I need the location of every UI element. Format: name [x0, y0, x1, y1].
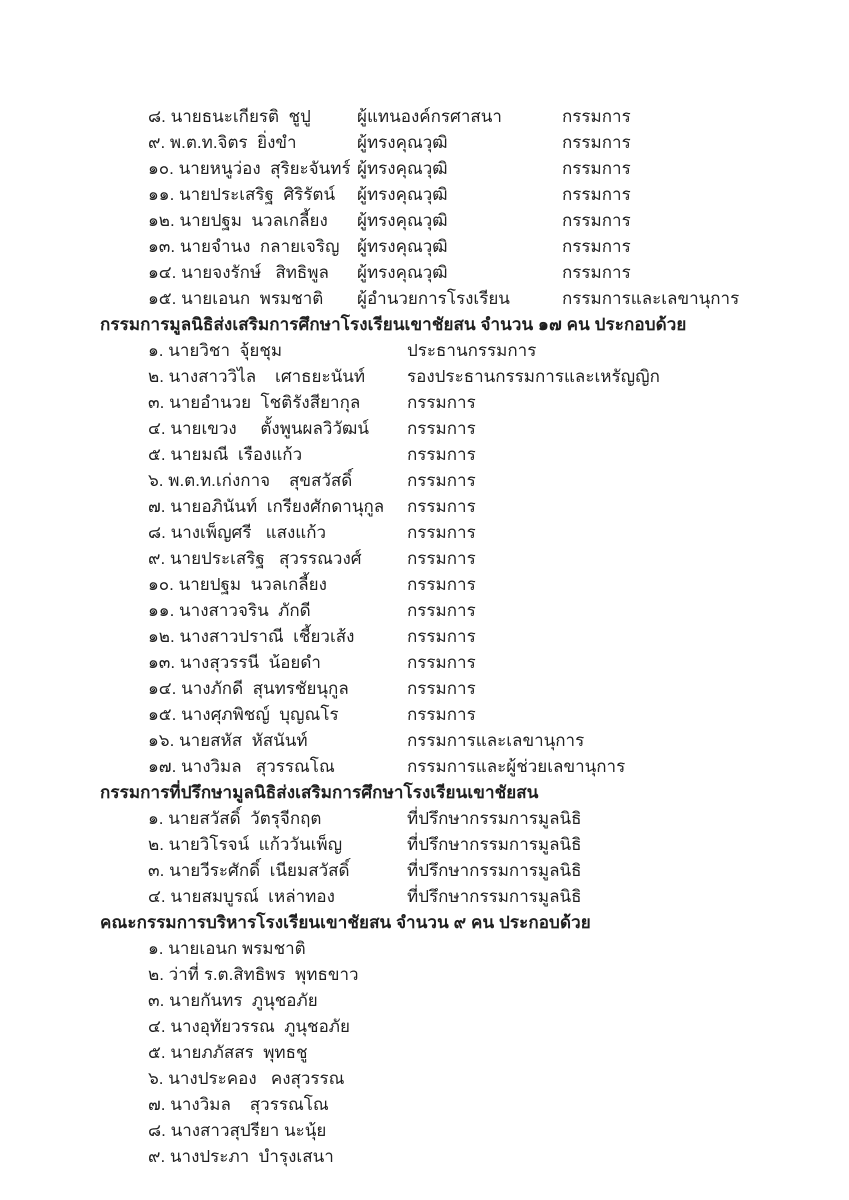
- member-name: นางศุภพิชญ์ บุญณโร: [181, 705, 339, 724]
- member-position: ที่ปรึกษากรรมการมูลนิธิ: [407, 835, 582, 854]
- member-name-cell: [148, 806, 407, 832]
- member-row: [0, 624, 849, 650]
- member-number: ๒.: [148, 835, 164, 854]
- member-name: นายหนูว่อง สุริยะจันทร์: [178, 159, 351, 178]
- member-name: นายอภินันท์ เกรียงศักดานุกูล: [170, 497, 385, 516]
- member-name: นายธนะเกียรติ ชูปู: [170, 107, 311, 126]
- member-number: ๑๓.: [148, 653, 176, 672]
- member-number: ๓.: [148, 393, 165, 412]
- member-position: กรรมการ: [562, 211, 631, 230]
- member-position: กรรมการ: [407, 393, 476, 412]
- member-name: นายเขวง ตั้งพูนผลวิวัฒน์: [170, 419, 369, 438]
- member-position: กรรมการและผู้ช่วยเลขานุการ: [407, 757, 626, 776]
- member-row: [0, 546, 849, 572]
- member-number: ๘.: [148, 107, 166, 126]
- member-name-cell: [148, 156, 357, 182]
- member-name-cell: [148, 1118, 326, 1144]
- member-number: ๑๕.: [148, 289, 177, 308]
- member-name-cell: [148, 650, 407, 676]
- member-name-cell: [148, 338, 407, 364]
- member-name-cell: [148, 442, 407, 468]
- member-name: นางสาวจริน ภักดี: [179, 601, 311, 620]
- member-position: กรรมการ: [562, 237, 631, 256]
- member-row: [0, 182, 849, 208]
- member-name-cell: [148, 572, 407, 598]
- member-row: [0, 208, 849, 234]
- member-name: นายจำนง กลายเจริญ: [179, 237, 340, 256]
- member-name-cell: [148, 884, 407, 910]
- member-position: กรรมการ: [407, 705, 476, 724]
- member-position: ที่ปรึกษากรรมการมูลนิธิ: [407, 861, 582, 880]
- member-row: [0, 1014, 849, 1040]
- member-number: ๙.: [148, 1147, 166, 1166]
- member-name: นายสมบูรณ์ เหล่าทอง: [170, 887, 335, 906]
- member-role: ผู้ทรงคุณวุฒิ: [357, 185, 448, 204]
- member-row: [0, 832, 849, 858]
- member-name-cell: [148, 182, 357, 208]
- member-name-cell: [148, 624, 407, 650]
- member-row: [0, 286, 849, 312]
- member-row: [0, 806, 849, 832]
- member-position: ประธานกรรมการ: [407, 341, 537, 360]
- member-role: ผู้แทนองค์กรศาสนา: [357, 107, 502, 126]
- member-name-cell: [148, 1144, 334, 1170]
- member-name-cell: [148, 1014, 350, 1040]
- member-name: นางวิมล สุวรรณโณ: [181, 757, 335, 776]
- member-row: [0, 702, 849, 728]
- member-name-cell: [148, 728, 407, 754]
- member-name: นางอุทัยวรรณ ภูนุชอภัย: [170, 1017, 350, 1036]
- member-number: ๔.: [148, 419, 166, 438]
- member-position: กรรมการ: [407, 419, 476, 438]
- member-number: ๑๐.: [148, 575, 174, 594]
- document-section: [0, 312, 849, 780]
- member-name: นางภักดี สุนทรชัยนุกูล: [181, 679, 349, 698]
- member-number: ๑๖.: [148, 731, 175, 750]
- member-number: ๖.: [148, 1069, 164, 1088]
- member-number: ๑.: [148, 809, 164, 828]
- member-row: [0, 1144, 849, 1170]
- member-row: [0, 650, 849, 676]
- member-name-cell: [148, 104, 357, 130]
- member-position: กรรมการ: [407, 679, 476, 698]
- member-position: กรรมการ: [562, 263, 631, 282]
- member-position: กรรมการ: [562, 107, 631, 126]
- document-section: [0, 910, 849, 1170]
- member-number: ๑๗.: [148, 757, 177, 776]
- member-name: นายเอนก พรมชาติ: [168, 939, 306, 958]
- member-name: พ.ต.ท.จิตร ยิ่งขำ: [169, 133, 297, 152]
- member-name: พ.ต.ท.เก่งกาจ สุขสวัสดิ์: [168, 471, 353, 490]
- member-name-cell: [148, 676, 407, 702]
- member-position: กรรมการ: [407, 627, 476, 646]
- member-number: ๘.: [148, 523, 166, 542]
- member-name: นางสาวสุปรียา นะนุ้ย: [170, 1121, 327, 1140]
- member-row: [0, 676, 849, 702]
- member-row: [0, 260, 849, 286]
- member-name-cell: [148, 390, 407, 416]
- document-section: [0, 780, 849, 910]
- member-name: นางประคอง คงสุวรรณ: [168, 1069, 345, 1088]
- member-row: [0, 442, 849, 468]
- member-name-cell: [148, 832, 407, 858]
- member-name: นายอำนวย โชติรังสียากุล: [169, 393, 361, 412]
- member-number: ๓.: [148, 991, 165, 1010]
- member-number: ๕.: [148, 445, 166, 464]
- member-number: ๔.: [148, 1017, 166, 1036]
- member-row: [0, 390, 849, 416]
- member-number: ๗.: [148, 1095, 166, 1114]
- member-position: กรรมการ: [562, 159, 631, 178]
- member-row: [0, 572, 849, 598]
- member-number: ๔.: [148, 887, 166, 906]
- member-name: นายวีระศักดิ์ เนียมสวัสดิ์: [169, 861, 350, 880]
- member-row: [0, 364, 849, 390]
- member-name-cell: [148, 468, 407, 494]
- member-name: นายปฐม นวลเกลี้ยง: [178, 575, 327, 594]
- member-row: [0, 1118, 849, 1144]
- member-name: นายกันทร ภูนุชอภัย: [169, 991, 318, 1010]
- member-position: รองประธานกรรมการและเหรัญญิก: [407, 367, 660, 386]
- member-role: ผู้ทรงคุณวุฒิ: [357, 263, 448, 282]
- member-name-cell: [148, 858, 407, 884]
- member-row: [0, 130, 849, 156]
- member-number: ๑.: [148, 939, 164, 958]
- member-name: นางสาวปราณี เชี้ยวเส้ง: [179, 627, 355, 646]
- member-number: ๑๔.: [148, 679, 177, 698]
- member-number: ๕.: [148, 1043, 166, 1062]
- member-name-cell: [148, 962, 359, 988]
- member-number: ๖.: [148, 471, 164, 490]
- member-row: [0, 416, 849, 442]
- member-name-cell: [148, 234, 357, 260]
- member-name: นายเอนก พรมชาติ: [181, 289, 324, 308]
- member-row: [0, 338, 849, 364]
- member-row: [0, 598, 849, 624]
- member-position: กรรมการ: [407, 471, 476, 490]
- member-position: กรรมการ: [407, 549, 476, 568]
- member-position: กรรมการ: [407, 523, 476, 542]
- member-number: ๑.: [148, 341, 164, 360]
- document-section: [0, 104, 849, 312]
- member-number: ๑๔.: [148, 263, 177, 282]
- member-number: ๓.: [148, 861, 165, 880]
- member-row: [0, 988, 849, 1014]
- member-row: [0, 858, 849, 884]
- member-row: [0, 104, 849, 130]
- member-name: นายประเสริฐ สุวรรณวงศ์: [169, 549, 362, 568]
- member-name: ว่าที่ ร.ต.สิทธิพร พุทธขาว: [168, 965, 359, 984]
- member-position: ที่ปรึกษากรรมการมูลนิธิ: [407, 809, 582, 828]
- member-name-cell: [148, 702, 407, 728]
- member-name-cell: [148, 936, 306, 962]
- member-name-cell: [148, 754, 407, 780]
- member-number: ๑๒.: [148, 211, 175, 230]
- member-name-cell: [148, 1040, 308, 1066]
- member-role: ผู้ทรงคุณวุฒิ: [357, 159, 448, 178]
- member-number: ๗.: [148, 497, 166, 516]
- member-name: นางเพ็ญศรี แสงแก้ว: [170, 523, 327, 542]
- member-name: นายวิโรจน์ แก้ววันเพ็ญ: [168, 835, 343, 854]
- member-role: ผู้ทรงคุณวุฒิ: [357, 237, 448, 256]
- member-position: กรรมการ: [407, 653, 476, 672]
- member-name-cell: [148, 1092, 329, 1118]
- member-row: [0, 234, 849, 260]
- member-name-cell: [148, 988, 318, 1014]
- member-row: [0, 1040, 849, 1066]
- member-number: ๑๕.: [148, 705, 177, 724]
- member-name-cell: [148, 494, 407, 520]
- member-position: กรรมการ: [407, 601, 476, 620]
- member-name: นางสาววิไล เศาธยะนันท์: [168, 367, 366, 386]
- member-row: [0, 754, 849, 780]
- member-row: [0, 520, 849, 546]
- member-row: [0, 936, 849, 962]
- member-number: ๙.: [148, 549, 166, 568]
- member-name: นายปฐม นวลเกลี้ยง: [179, 211, 328, 230]
- member-name-cell: [148, 1066, 344, 1092]
- member-name-cell: [148, 546, 407, 572]
- member-number: ๑๓.: [148, 237, 176, 256]
- member-name-cell: [148, 598, 407, 624]
- member-name: นายมณี เรืองแก้ว: [170, 445, 303, 464]
- member-number: ๒.: [148, 965, 164, 984]
- member-row: [0, 156, 849, 182]
- member-number: ๑๒.: [148, 627, 175, 646]
- member-position: ที่ปรึกษากรรมการมูลนิธิ: [407, 887, 582, 906]
- member-name: นางวิมล สุวรรณโณ: [170, 1095, 329, 1114]
- member-name: นายวิชา จุ้ยชุม: [168, 341, 283, 360]
- member-number: ๙.: [148, 133, 166, 152]
- member-name-cell: [148, 416, 407, 442]
- member-row: [0, 468, 849, 494]
- member-number: ๑๑.: [148, 601, 175, 620]
- member-name: นางสุวรรนี น้อยดำ: [179, 653, 321, 672]
- member-name: นายภภัสสร พุทธชู: [170, 1043, 308, 1062]
- member-name-cell: [148, 286, 357, 312]
- member-row: [0, 728, 849, 754]
- member-row: [0, 1066, 849, 1092]
- member-position: กรรมการและเลขานุการ: [562, 289, 740, 308]
- member-number: ๒.: [148, 367, 164, 386]
- member-name: นายจงรักษ์ สิทธิพูล: [181, 263, 329, 282]
- member-name-cell: [148, 260, 357, 286]
- section-header: กรรมการมูลนิธิส่งเสริมการศึกษาโรงเรียนเขาชัยสน จำนวน ๑๗ คน ประกอบด้วย: [100, 315, 687, 334]
- member-name-cell: [148, 208, 357, 234]
- member-name: นางประภา บำรุงเสนา: [169, 1147, 334, 1166]
- section-header: กรรมการที่ปรึกษามูลนิธิส่งเสริมการศึกษาโรงเรียนเขาชัยสน: [100, 783, 539, 802]
- member-position: กรรมการ: [407, 445, 476, 464]
- member-row: [0, 884, 849, 910]
- member-name-cell: [148, 130, 357, 156]
- member-row: [0, 494, 849, 520]
- member-name: นายประเสริฐ ศิริรัตน์: [179, 185, 336, 204]
- member-name-cell: [148, 364, 407, 390]
- member-position: กรรมการ: [562, 185, 631, 204]
- member-row: [0, 962, 849, 988]
- member-position: กรรมการ: [407, 497, 476, 516]
- member-name: นายสวัสดิ์ วัตรุจีกฤต: [168, 809, 322, 828]
- member-position: กรรมการ: [562, 133, 631, 152]
- member-number: ๑๑.: [148, 185, 175, 204]
- member-name: นายสหัส หัสนันท์: [179, 731, 308, 750]
- member-position: กรรมการและเลขานุการ: [407, 731, 585, 750]
- member-row: [0, 1092, 849, 1118]
- member-role: ผู้อำนวยการโรงเรียน: [357, 289, 510, 308]
- member-number: ๑๐.: [148, 159, 174, 178]
- member-name-cell: [148, 520, 407, 546]
- member-role: ผู้ทรงคุณวุฒิ: [357, 211, 448, 230]
- member-role: ผู้ทรงคุณวุฒิ: [357, 133, 448, 152]
- section-header: คณะกรรมการบริหารโรงเรียนเขาชัยสน จำนวน ๙ คน ประกอบด้วย: [100, 913, 591, 932]
- member-position: กรรมการ: [407, 575, 476, 594]
- member-number: ๘.: [148, 1121, 166, 1140]
